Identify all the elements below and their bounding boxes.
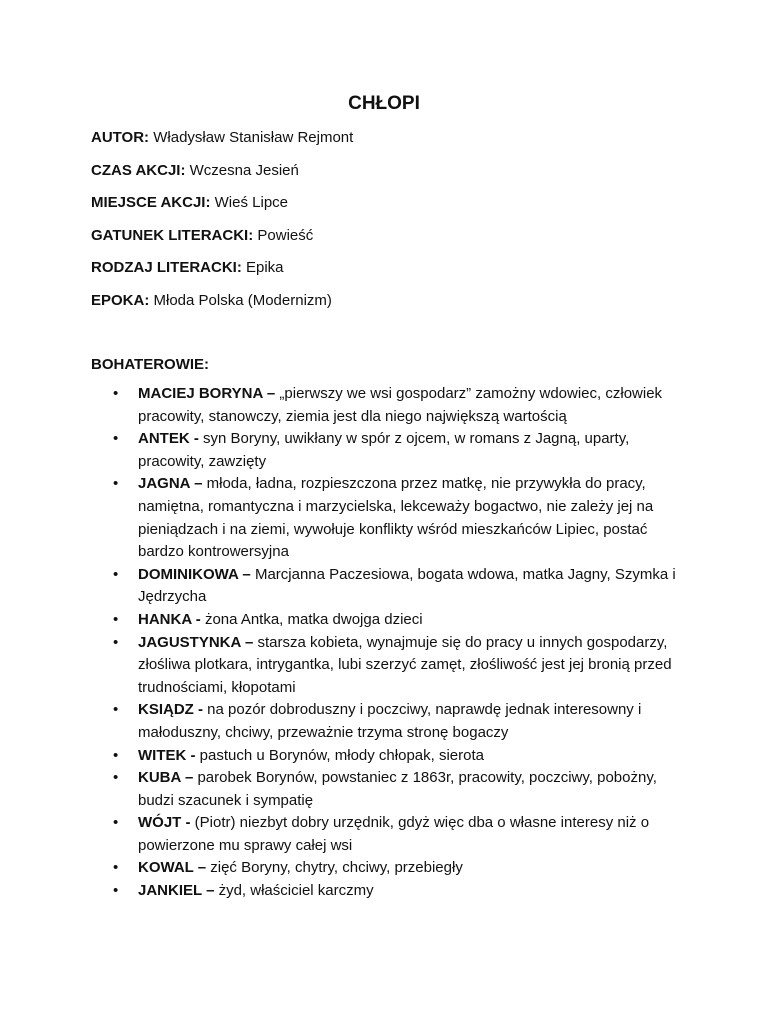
bullet-icon: • xyxy=(113,814,119,832)
meta-label: MIEJSCE AKCJI: xyxy=(91,194,211,211)
meta-value: Wczesna Jesień xyxy=(189,161,299,179)
character-name: JANKIEL – xyxy=(138,882,215,900)
character-description: młoda, ładna, rozpieszczona przez matkę, nie przywykła do pracy, namiętna, romantyczna i marzycielska, lekceważy bogactwo, nie zależy jej na pieniądzach i na ziemi, wywołuje konflikty wśród mieszkańców Lipiec, postać bardzo kontrowersyjna xyxy=(138,475,654,561)
meta-value: Młoda Polska (Modernizm) xyxy=(153,291,332,309)
bullet-icon: • xyxy=(113,610,119,628)
book-metadata xyxy=(91,127,711,322)
bullet-icon: • xyxy=(113,859,119,877)
bullet-icon: • xyxy=(113,701,119,719)
character-name: WITEK - xyxy=(138,746,196,764)
character-description: żona Antka, matka dwojga dzieci xyxy=(204,610,423,628)
character-name: KSIĄDZ - xyxy=(138,701,203,719)
list-item xyxy=(91,383,691,428)
character-name: JAGNA – xyxy=(138,475,203,493)
list-item xyxy=(91,609,691,632)
character-name: ANTEK - xyxy=(138,430,199,448)
bullet-icon: • xyxy=(113,633,119,651)
bullet-icon: • xyxy=(113,746,119,764)
character-name: JAGUSTYNKA – xyxy=(138,633,254,651)
character-description: syn Boryny, uwikłany w spór z ojcem, w romans z Jagną, uparty, pracowity, zawzięty xyxy=(138,430,630,470)
meta-value: Powieść xyxy=(257,226,314,244)
bullet-icon: • xyxy=(113,769,119,787)
bullet-icon: • xyxy=(113,475,119,493)
meta-value: Wieś Lipce xyxy=(214,194,288,211)
bullet-icon: • xyxy=(113,882,119,900)
list-item xyxy=(91,699,691,744)
list-item xyxy=(91,564,691,609)
character-description: zięć Boryny, chytry, chciwy, przebiegły xyxy=(210,859,463,877)
meta-kind xyxy=(91,257,711,290)
characters-heading: BOHATEROWIE: xyxy=(91,356,210,373)
meta-epoch xyxy=(91,290,711,323)
character-name: KUBA – xyxy=(138,769,194,787)
character-name: KOWAL – xyxy=(138,859,207,877)
characters-list xyxy=(91,383,691,903)
meta-label: RODZAJ LITERACKI: xyxy=(91,259,242,276)
bullet-icon: • xyxy=(113,385,119,402)
meta-genre xyxy=(91,225,711,258)
meta-label: EPOKA: xyxy=(91,291,150,309)
character-name: WÓJT - xyxy=(138,814,191,832)
meta-label: GATUNEK LITERACKI: xyxy=(91,226,254,244)
character-description: pastuch u Borynów, młody chłopak, sierota xyxy=(199,746,484,764)
character-description: na pozór dobroduszny i poczciwy, naprawdę jednak interesowny i małoduszny, chciwy, przeważnie trzyma stronę bogaczy xyxy=(138,701,642,741)
list-item xyxy=(91,428,691,473)
page-title: CHŁOPI xyxy=(348,93,420,114)
list-item xyxy=(91,880,691,903)
list-item xyxy=(91,857,691,880)
character-name: HANKA - xyxy=(138,610,201,628)
meta-label: AUTOR: xyxy=(91,129,150,146)
bullet-icon: • xyxy=(113,430,119,448)
meta-time xyxy=(91,160,711,193)
bullet-icon: • xyxy=(113,565,119,583)
character-description: żyd, właściciel karczmy xyxy=(218,882,374,900)
character-description: parobek Borynów, powstaniec z 1863r, pracowity, poczciwy, pobożny, budzi szacunek i sympatię xyxy=(138,769,657,809)
character-description: „pierwszy we wsi gospodarz” zamożny wdowiec, człowiek pracowity, stanowczy, ziemia jest dla niego największą wartością xyxy=(138,385,663,425)
meta-value: Epika xyxy=(246,259,284,276)
character-name: MACIEJ BORYNA – xyxy=(138,385,276,402)
meta-label: CZAS AKCJI: xyxy=(91,161,186,179)
meta-value: Władysław Stanisław Rejmont xyxy=(153,129,354,146)
character-description: starsza kobieta, wynajmuje się do pracy u innych gospodarzy, złośliwa plotkara, intrygantka, lubi szerzyć zamęt, złośliwość jest jej bronią przed trudnościami, kłopotami xyxy=(138,633,672,696)
character-description: (Piotr) niezbyt dobry urzędnik, gdyż więc dba o własne interesy niż o powierzone mu sprawy całej wsi xyxy=(138,814,650,854)
character-name: DOMINIKOWA – xyxy=(138,565,251,583)
list-item xyxy=(91,812,691,857)
list-item xyxy=(91,473,691,563)
meta-place xyxy=(91,192,711,225)
list-item xyxy=(91,767,691,812)
meta-author xyxy=(91,127,711,160)
list-item xyxy=(91,745,691,768)
character-description: Marcjanna Paczesiowa, bogata wdowa, matka Jagny, Szymka i Jędrzycha xyxy=(138,565,676,606)
list-item xyxy=(91,632,691,700)
